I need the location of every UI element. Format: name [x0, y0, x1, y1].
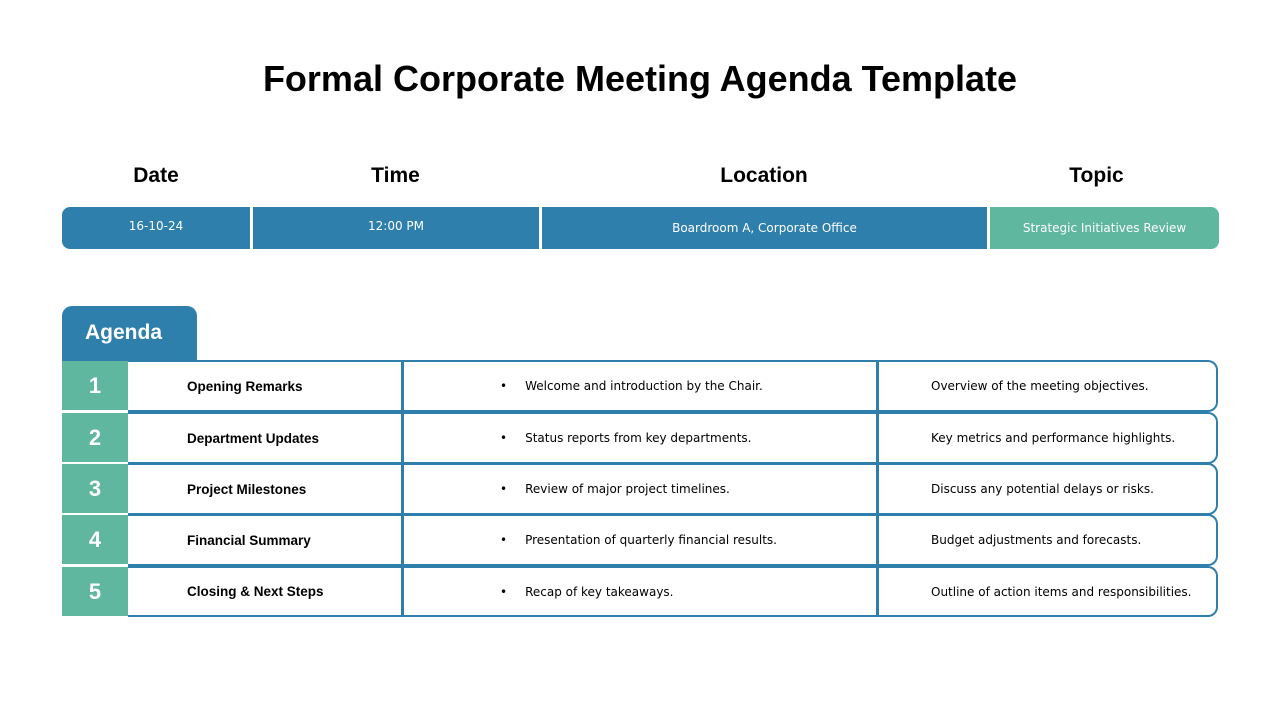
agenda-item-title: Opening Remarks — [187, 378, 303, 394]
agenda-item-detail: Welcome and introduction by the Chair. — [525, 379, 763, 393]
agenda-item-detail-cell — [401, 465, 879, 513]
agenda-item-note: Outline of action items and responsibilities. — [931, 584, 1192, 599]
location-header: Location — [720, 164, 808, 187]
agenda-item-detail: Presentation of quarterly financial results. — [525, 533, 777, 547]
bullet-icon: • — [500, 584, 508, 599]
agenda-item-detail: Recap of key takeaways. — [525, 584, 674, 599]
agenda-item-detail-cell — [401, 362, 879, 410]
agenda-row — [128, 412, 1218, 464]
agenda-item-title: Project Milestones — [187, 481, 307, 497]
agenda-item-number: 5 — [62, 567, 128, 616]
agenda-item-number: 2 — [62, 413, 128, 462]
agenda-item-title: Financial Summary — [187, 532, 311, 548]
agenda-item-title: Department Updates — [187, 430, 320, 446]
bullet-icon: • — [500, 533, 508, 547]
bullet-icon: • — [500, 482, 508, 496]
agenda-item-number: 4 — [62, 515, 128, 564]
agenda-item-detail-cell — [401, 568, 879, 615]
topic-value: Strategic Initiatives Review — [990, 207, 1219, 249]
agenda-item-note: Budget adjustments and forecasts. — [931, 533, 1142, 547]
agenda-item-detail-cell — [401, 414, 879, 462]
agenda-item-note: Discuss any potential delays or risks. — [931, 482, 1154, 496]
location-value: Boardroom A, Corporate Office — [542, 207, 987, 249]
date-header: Date — [133, 164, 179, 187]
agenda-row — [128, 514, 1218, 566]
page-title: Formal Corporate Meeting Agenda Template — [262, 58, 1018, 99]
date-value: 16-10-24 — [62, 207, 250, 249]
bullet-icon: • — [500, 379, 508, 393]
agenda-tab: Agenda — [62, 306, 197, 361]
time-header: Time — [371, 164, 420, 187]
agenda-item-number: 3 — [62, 464, 128, 513]
agenda-item-note: Key metrics and performance highlights. — [931, 431, 1176, 445]
bullet-icon: • — [500, 431, 508, 445]
topic-header: Topic — [1069, 164, 1124, 187]
agenda-item-detail: Status reports from key departments. — [525, 431, 752, 445]
agenda-item-note: Overview of the meeting objectives. — [931, 379, 1149, 393]
agenda-row — [128, 566, 1218, 617]
agenda-item-detail: Review of major project timelines. — [525, 482, 730, 496]
agenda-item-number: 1 — [62, 361, 128, 410]
agenda-item-detail-cell — [401, 516, 879, 564]
agenda-row — [128, 360, 1218, 412]
time-value: 12:00 PM — [253, 207, 539, 249]
agenda-item-title: Closing & Next Steps — [187, 584, 324, 599]
agenda-row — [128, 463, 1218, 515]
